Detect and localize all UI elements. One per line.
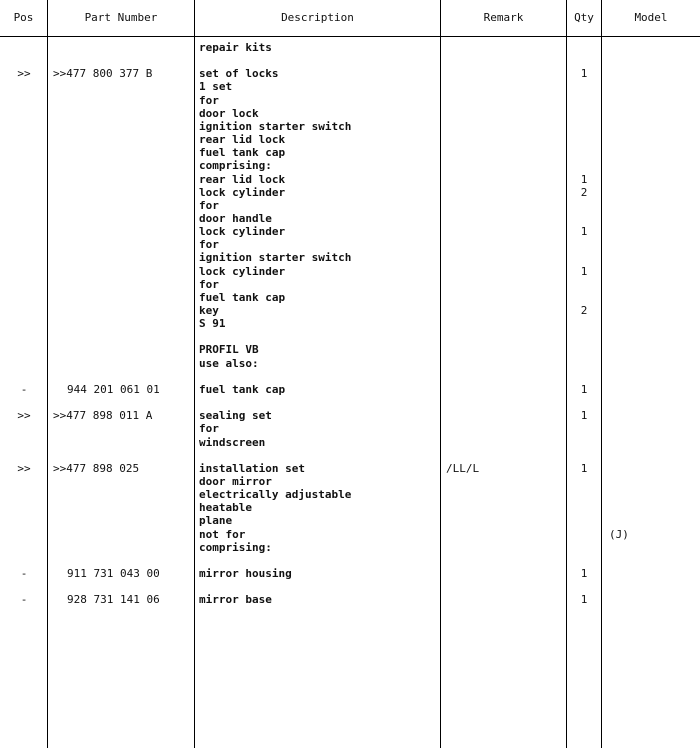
header-qty: Qty [574, 11, 594, 24]
row-description-line: rear lid lock [199, 133, 286, 147]
row-description-line: for [199, 422, 219, 436]
row-qty: 1 [580, 382, 588, 396]
row-part-number: 911 731 043 00 [67, 567, 160, 580]
row-qty: 2 [580, 185, 588, 199]
column-divider [47, 0, 48, 748]
row-qty: 1 [580, 461, 588, 475]
row-description-line: mirror housing [199, 567, 292, 580]
row-qty: 1 [580, 172, 588, 186]
row-pos: - [20, 567, 28, 580]
row-description-line: door mirror [199, 474, 272, 488]
row-description-line: for [199, 277, 219, 291]
row-description-line: for [199, 93, 219, 107]
row-pos: >> [17, 67, 31, 81]
row-description-line: installation set [199, 461, 305, 475]
row-description-line: repair kits [199, 41, 272, 54]
row-description-line: fuel tank cap [199, 382, 286, 396]
row-description-line: lock cylinder [199, 264, 286, 278]
header-part-number: Part Number [84, 11, 158, 24]
row-description-line: sealing set [199, 409, 272, 423]
row-description-line: PROFIL VB [199, 343, 259, 357]
row-qty: 1 [580, 225, 588, 239]
row-pos: - [20, 382, 28, 396]
row-description-line: use also: [199, 356, 259, 370]
row-description-line: for [199, 198, 219, 212]
row-part-number: >>477 898 011 A [53, 409, 153, 423]
row-qty: 1 [580, 409, 588, 423]
row-description-line: for [199, 238, 219, 252]
row-description-line: ignition starter switch [199, 119, 352, 133]
row-part-number: >>477 800 377 B [53, 67, 153, 81]
row-description-line: key [199, 304, 219, 317]
row-part-number: 944 201 061 01 [67, 382, 160, 396]
header-description: Description [281, 11, 354, 24]
row-description-line: fuel tank cap [199, 146, 286, 160]
row-part-number: >>477 898 025 [53, 461, 140, 475]
column-divider [440, 0, 441, 748]
column-divider [566, 0, 567, 748]
row-description-line: fuel tank cap [199, 290, 286, 304]
row-model: (J) [609, 527, 629, 541]
row-qty: 1 [580, 567, 588, 580]
row-description-line: heatable [199, 501, 252, 515]
row-pos: - [20, 593, 28, 607]
row-qty: 1 [580, 593, 588, 607]
column-divider [601, 0, 602, 748]
row-description-line: door lock [199, 106, 259, 120]
row-description-line: S 91 [199, 317, 226, 331]
row-description-line: not for [199, 527, 246, 541]
row-qty: 1 [580, 67, 588, 81]
row-description-line: door handle [199, 211, 272, 225]
row-qty: 1 [580, 264, 588, 278]
row-description-line: electrically adjustable [199, 488, 352, 502]
row-description-line: lock cylinder [199, 185, 286, 199]
row-qty: 2 [580, 304, 588, 317]
row-part-number: 928 731 141 06 [67, 593, 160, 607]
header-divider [0, 36, 700, 37]
row-description-line: ignition starter switch [199, 251, 352, 265]
row-pos: >> [17, 409, 31, 423]
row-description-line: rear lid lock [199, 172, 286, 186]
row-remark: /LL/L [446, 461, 480, 475]
row-description-line: plane [199, 514, 233, 528]
row-description-line: mirror base [199, 593, 272, 607]
row-description-line: 1 set [199, 80, 233, 94]
header-pos: Pos [13, 11, 34, 24]
row-description-line: windscreen [199, 435, 266, 449]
header-remark: Remark [483, 11, 524, 24]
row-description-line: comprising: [199, 540, 272, 554]
row-description-line: comprising: [199, 159, 272, 173]
row-pos: >> [17, 461, 31, 475]
column-divider [194, 0, 195, 748]
header-model: Model [634, 11, 668, 24]
row-description-line: lock cylinder [199, 225, 286, 239]
row-description-line: set of locks [199, 67, 279, 81]
